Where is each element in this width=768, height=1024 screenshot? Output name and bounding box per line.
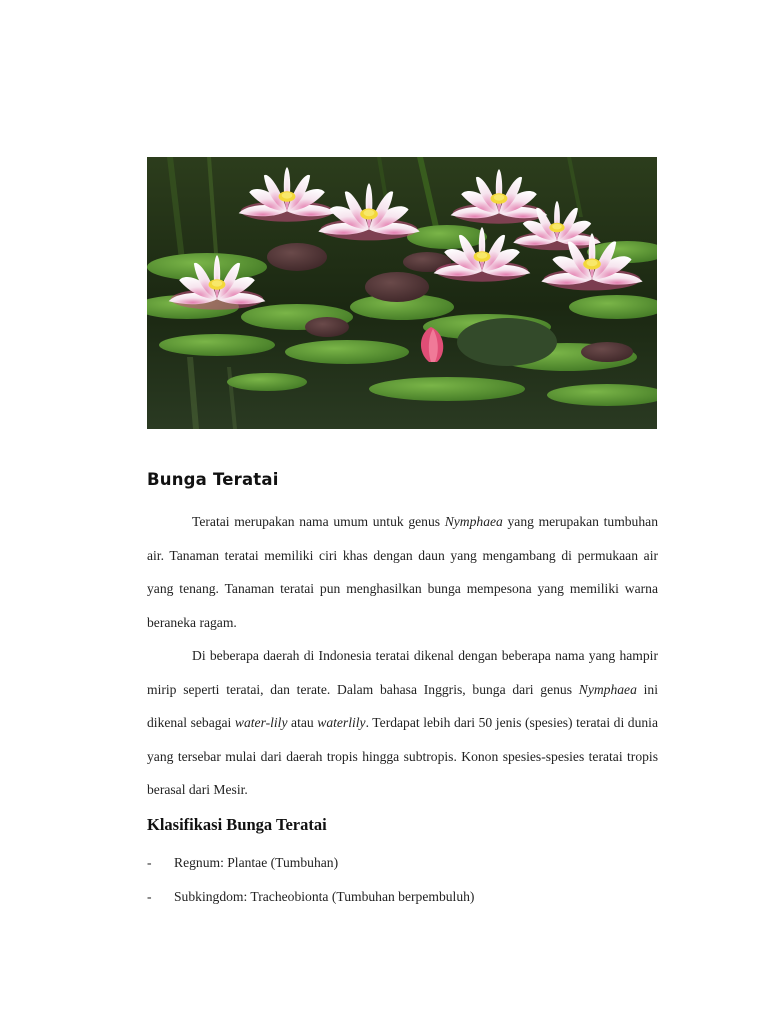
paragraph-names	[147, 639, 658, 807]
list-dash: -	[147, 889, 152, 904]
list-dash: -	[147, 855, 152, 870]
italic-term: Nymphaea	[444, 514, 503, 529]
list-item-text: Subkingdom: Tracheobionta (Tumbuhan berpembuluh)	[174, 889, 475, 904]
italic-term: Nymphaea	[578, 681, 637, 697]
italic-term: water-lily	[234, 715, 288, 730]
text-run: Di beberapa daerah di Indonesia teratai dikenal dengan beberapa nama yang hampir mirip seperti teratai, dan terate. Dalam bahasa Inggris, bunga dari genus	[147, 648, 658, 697]
text-run: ini dikenal sebagai	[147, 681, 658, 730]
classification-list	[147, 846, 658, 914]
list-item-text: Regnum: Plantae (Tumbuhan)	[174, 855, 339, 870]
article-body	[147, 505, 658, 807]
italic-term: waterlily	[317, 715, 366, 730]
text-run: atau	[287, 715, 318, 730]
paragraph-intro	[147, 505, 658, 639]
section-title-classification: Klasifikasi Bunga Teratai	[147, 815, 327, 834]
page-title: Bunga Teratai	[147, 470, 279, 489]
text-run: yang merupakan tumbuhan air. Tanaman teratai memiliki ciri khas dengan daun yang mengambang di permukaan air yang tenang. Tanaman teratai pun menghasilkan bunga mempesona yang memiliki warna beraneka ragam.	[147, 514, 658, 630]
text-run: Teratai merupakan nama umum untuk genus	[192, 514, 445, 529]
water-lily-illustration	[147, 157, 657, 429]
water-lily-photo	[147, 157, 657, 429]
list-item	[147, 880, 658, 914]
list-item	[147, 846, 658, 880]
text-run: . Terdapat lebih dari 50 jenis (spesies) teratai di dunia yang tersebar mulai dari daerah tropis hingga subtropis. Konon spesies-spesies teratai tropis berasal dari Mesir.	[147, 715, 658, 797]
